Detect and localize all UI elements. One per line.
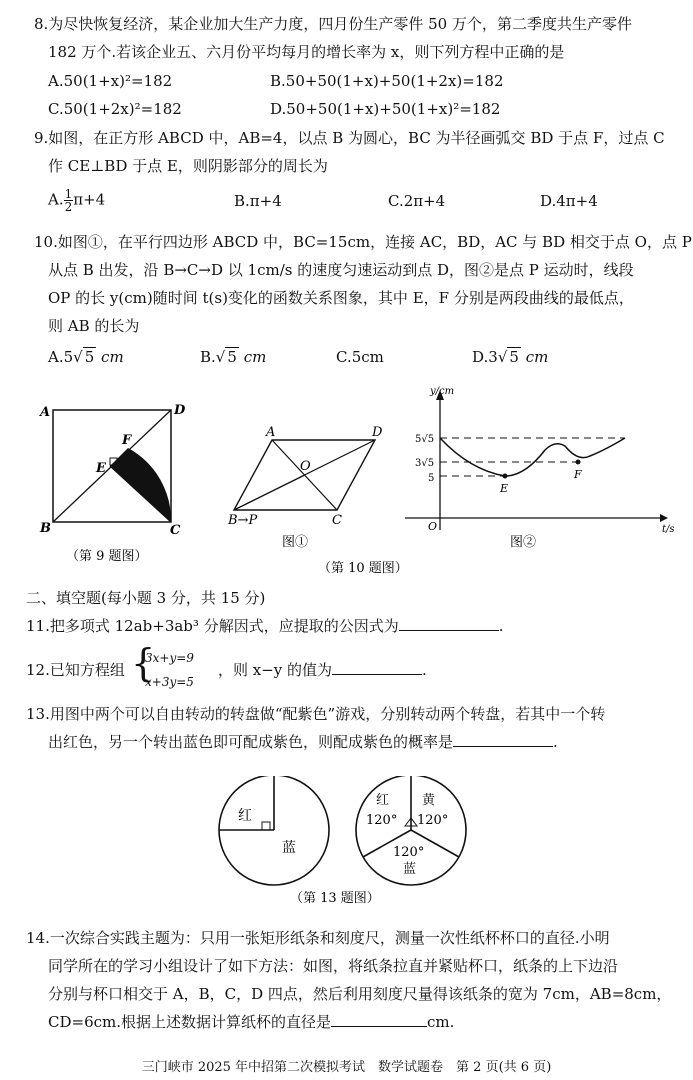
q10-a-coef: A.5 <box>48 348 74 366</box>
q10-b-prefix: B. <box>200 348 216 366</box>
label-e: E <box>500 482 509 495</box>
fig10-caption: （第 10 题图） <box>318 561 408 576</box>
q12-answer-blank[interactable] <box>332 660 422 675</box>
fig9-caption: （第 9 题图） <box>66 549 148 564</box>
spinner-1 <box>219 776 329 885</box>
q10-option-b: B.√ 5 cm <box>200 348 267 366</box>
q14-line3: 分别与杯口相交于 A，B，C，D 四点，然后利用刻度尺量得该纸条的宽为 7cm，AB=8cm， <box>48 985 672 1003</box>
q10-d-coef: D.3 <box>472 348 498 366</box>
q10-d-radicand: 5 <box>509 348 519 366</box>
q9-a-numerator: 1 <box>64 187 73 201</box>
label-o: O <box>300 459 311 474</box>
label-f: F <box>122 433 132 448</box>
q10-a-radicand: 5 <box>84 348 95 366</box>
label-f: F <box>574 468 582 481</box>
label-e: E <box>96 461 106 476</box>
figures-row-q9-q10 <box>0 385 693 585</box>
q9-a-suffix: π+4 <box>73 190 106 209</box>
q10-b-radicand: 5 <box>227 348 237 366</box>
t-axis-label: t/s <box>662 524 675 535</box>
segment-op <box>234 475 305 510</box>
q10-line4: 则 AB 的长为 <box>48 317 140 335</box>
q14-answer-blank[interactable] <box>331 1012 427 1027</box>
q13-answer-blank[interactable] <box>453 732 553 747</box>
q8-option-d: D.50+50(1+x)+50(1+x)²=182 <box>270 100 501 118</box>
point-f <box>576 460 581 465</box>
q9-a-denominator: 2 <box>64 200 73 214</box>
spinner-2-angle-3: 120° <box>393 845 425 860</box>
q8-line2: 182 万个.若该企业五、六月份平均每月的增长率为 x，则下列方程中正确的是 <box>48 43 565 61</box>
q8-line1: 8.为尽快恢复经济，某企业加大生产力度，四月份生产零件 50 万个，第二季度共生产零件 <box>34 15 632 33</box>
q10-option-c: C.5cm <box>336 348 384 366</box>
figure-9-square <box>38 403 186 564</box>
tick-3r5: 3√5 <box>415 458 435 469</box>
q11: 11.把多项式 12ab+3ab³ 分解因式，应提取的公因式为 . <box>26 617 504 635</box>
shaded-region <box>110 448 171 522</box>
q10-b-unit: cm <box>243 348 267 366</box>
q9-a-prefix: A. <box>48 190 64 209</box>
q9-option-b: B.π+4 <box>234 192 282 210</box>
q8-option-a: A.50(1+x)²=182 <box>48 72 173 90</box>
fig13-caption: （第 13 题图） <box>290 891 380 906</box>
figure-13-spinners <box>200 776 500 912</box>
figure-10-parallelogram <box>227 425 408 576</box>
q13-line1: 13.用图中两个可以自由转动的转盘做“配紫色”游戏，分别转动两个转盘，若其中一个转 <box>26 705 606 723</box>
q10-line2: 从点 B 出发，沿 B→C→D 以 1cm/s 的速度匀速运动到点 D，图②是点 P 运动时，线段 <box>48 261 634 279</box>
label-d: D <box>174 403 186 418</box>
q14-line4 <box>48 1012 454 1032</box>
label-c: C <box>332 513 342 528</box>
q14-line2: 同学所在的学习小组设计了如下方法：如图，将纸条拉直并紧贴杯口，纸条的上下边沿 <box>48 957 619 975</box>
label-d: D <box>372 425 383 440</box>
q10-option-a: A.5√ 5 cm <box>48 348 124 366</box>
origin-label: O <box>428 520 438 533</box>
label-bp: B→P <box>228 513 258 528</box>
q13-text: 出红色，另一个转出蓝色即可配成紫色，则配成紫色的概率是 <box>48 733 454 751</box>
curve-op <box>440 438 625 476</box>
t-axis-arrow <box>660 514 668 522</box>
spinner-1-right-angle <box>262 822 270 830</box>
fig10-1-caption: 图① <box>282 535 309 550</box>
y-axis-label: y/cm <box>430 386 455 397</box>
q10-line3: OP 的长 y(cm)随时间 t(s)变化的函数关系图象，其中 E，F 分别是两段曲线的最低点， <box>48 289 634 307</box>
figure-10-graph <box>405 386 675 550</box>
q12-question: ，则 x−y 的值为 . <box>218 661 427 679</box>
spinner-2-red: 红 <box>376 793 390 808</box>
spinner-2-angle-1: 120° <box>366 813 398 828</box>
spinner-1-blue: 蓝 <box>282 840 296 856</box>
tick-5r5: 5√5 <box>415 434 435 445</box>
q10-a-unit: cm <box>101 348 124 366</box>
label-b: B <box>40 521 51 536</box>
q13-line2: 出红色，另一个转出蓝色即可配成紫色，则配成紫色的概率是 . <box>48 733 558 751</box>
page-footer: 三门峡市 2025 年中招第二次模拟考试 数学试题卷 第 2 页(共 6 页) <box>141 1060 552 1075</box>
q9-line1: 9.如图，在正方形 ABCD 中，AB=4，以点 B 为圆心，BC 为半径画弧交 BD 于点 F，过点 C <box>34 129 665 147</box>
q11-text: 11.把多项式 12ab+3ab³ 分解因式，应提取的公因式为 <box>26 617 399 635</box>
q9-a-fraction <box>64 188 74 213</box>
q8-option-b: B.50+50(1+x)+50(1+2x)=182 <box>270 72 504 90</box>
q14-unit: cm. <box>427 1013 455 1031</box>
label-a: A <box>266 425 276 440</box>
q10-line1: 10.如图①，在平行四边形 ABCD 中，BC=15cm，连接 AC，BD，AC 与 BD 相交于点 O，点 P <box>34 233 692 251</box>
spinner-2-angle-2: 120° <box>417 813 449 828</box>
q9-option-c: C.2π+4 <box>388 192 446 210</box>
point-e <box>503 474 508 479</box>
q12-brace: { <box>131 641 156 685</box>
label-a: A <box>40 405 51 420</box>
q9-line2: 作 CE⊥BD 于点 E，则阴影部分的周长为 <box>48 157 328 175</box>
q14-line1: 14.一次综合实践主题为：只用一张矩形纸条和刻度尺，测量一次性纸杯杯口的直径.小明 <box>26 929 610 947</box>
fig10-2-caption: 图② <box>510 535 537 550</box>
q10-d-unit: cm <box>525 348 549 366</box>
q14-text: CD=6cm.根据上述数据计算纸杯的直径是 <box>48 1013 332 1031</box>
q12-equation-1: 3x+y=9 <box>145 651 194 665</box>
q10-option-d: D.3√ 5 cm <box>472 348 549 366</box>
section-2-heading: 二、填空题(每小题 3 分，共 15 分) <box>26 589 266 607</box>
spinner-2-blue: 蓝 <box>403 862 417 877</box>
q12-text: ，则 x−y 的值为 <box>218 661 333 679</box>
q12-prefix: 12.已知方程组 <box>26 661 125 679</box>
q11-answer-blank[interactable] <box>399 616 499 631</box>
q9-option-a <box>48 188 105 213</box>
spinner-2-yellow: 黄 <box>422 793 436 808</box>
spinner-2 <box>356 776 466 885</box>
q8-option-c: C.50(1+2x)²=182 <box>48 100 182 118</box>
label-c: C <box>170 523 181 538</box>
tick-5: 5 <box>428 473 435 484</box>
q9-option-d: D.4π+4 <box>540 192 598 210</box>
q12-equation-2: x+3y=5 <box>145 675 194 689</box>
spinner-1-red: 红 <box>238 808 252 824</box>
